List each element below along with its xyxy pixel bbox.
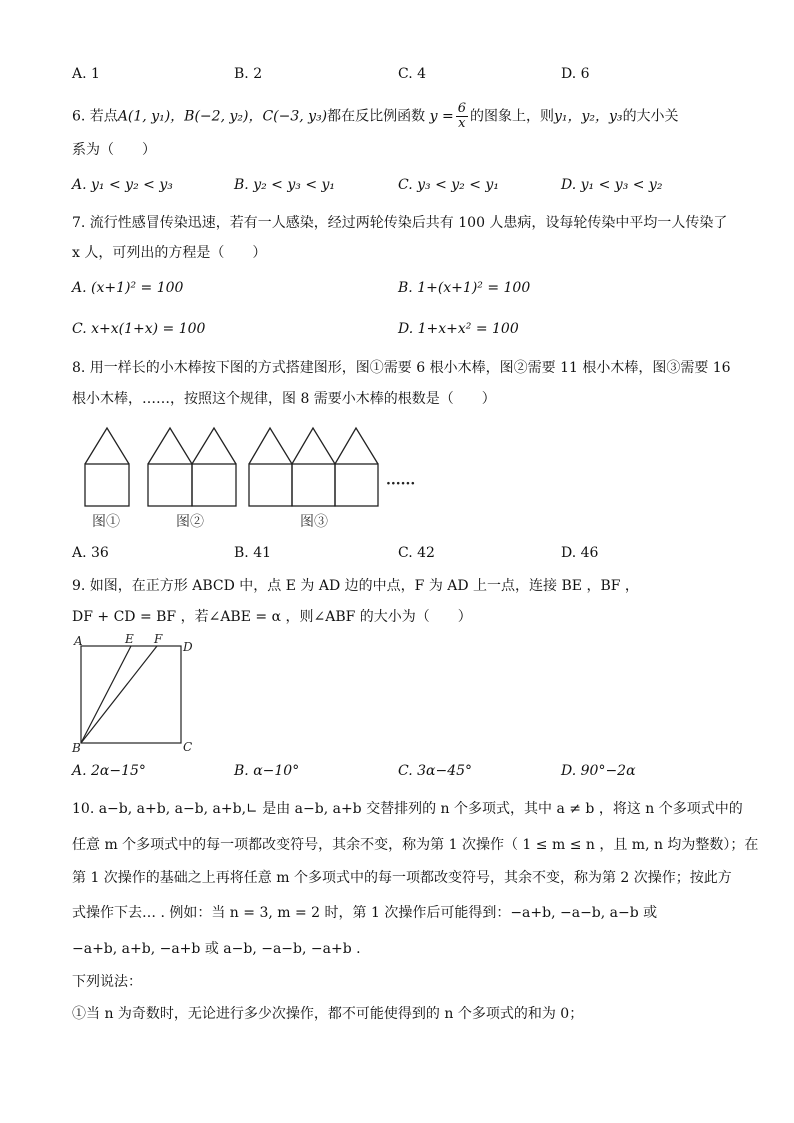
q5-option-d: D. 6 <box>561 66 590 82</box>
q9-label-f: F <box>154 632 163 646</box>
q7-option-b: B. 1+(x+1)² = 100 <box>398 280 531 296</box>
q9-label-a: A <box>74 634 83 648</box>
q6-line-1: 6. 若点A(1, y₁)，B(−2, y₂)，C(−3, y₃)都在反比例函数 y = $\frac{6}{x}$ 的图象上，则y₁，y₂，y₃的大小关 <box>72 101 679 131</box>
q9-square <box>81 646 181 743</box>
q5-option-c: C. 4 <box>398 66 427 82</box>
q10-line-6: 下列说法： <box>72 974 142 990</box>
q6-function-lhs: y = <box>429 108 454 125</box>
q10-line-4: 式操作下去… . 例如：当 n = 3, m = 2 时，第 1 次操作后可能得到：−a+b, −a−b, a−b 或 <box>72 905 658 921</box>
q10-line-1: 10. a−b, a+b, a−b, a+b,∟ 是由 a−b, a+b 交替排列的 n 个多项式，其中 a ≠ b ，将这 n 个多项式中的 <box>72 801 743 817</box>
q6-option-c: C. y₃ < y₂ < y₁ <box>398 177 499 193</box>
q6-option-d: D. y₁ < y₃ < y₂ <box>561 177 663 193</box>
q9-line-2: DF + CD = BF ，若∠ABE = α ，则∠ABF 的大小为（ ） <box>72 609 472 625</box>
q5-option-a: A. 1 <box>72 66 100 82</box>
q9-line-1: 9. 如图，在正方形 ABCD 中，点 E 为 AD 边的中点，F 为 AD 上一点，连接 BE ，BF ， <box>72 578 639 594</box>
q7-option-d: D. 1+x+x² = 100 <box>398 321 519 337</box>
q9-segment-bf <box>81 646 157 743</box>
q9-option-d: D. 90°−2α <box>561 763 636 779</box>
q9-option-a: A. 2α−15° <box>72 763 146 779</box>
q8-option-c: C. 42 <box>398 545 435 561</box>
q8-house-1 <box>85 428 129 506</box>
q8-label-2: 图② <box>176 514 204 530</box>
q8-label-3: 图③ <box>300 514 328 530</box>
q8-house-2 <box>148 428 236 506</box>
q8-line-2: 根小木棒，……，按照这个规律，图 8 需要小木棒的根数是（ ） <box>72 391 496 407</box>
q5-option-b: B. 2 <box>234 66 263 82</box>
q10-line-3: 第 1 次操作的基础之上再将任意 m 个多项式中的每一项都改变符号，其余不变，称为第 2 次操作；按此方 <box>72 870 732 886</box>
q6-fraction: $\frac{6}{x}$ <box>457 101 466 131</box>
q9-option-c: C. 3α−45° <box>398 763 473 779</box>
q8-figure <box>78 422 438 534</box>
q8-line-1: 8. 用一样长的小木棒按下图的方式搭建图形，图①需要 6 根小木棒，图②需要 11 根小木棒，图③需要 16 <box>72 360 731 376</box>
q7-line-1: 7. 流行性感冒传染迅速，若有一人感染，经过两轮传染后共有 100 人患病，设每轮传染中平均一人传染了 <box>72 215 728 231</box>
q8-option-a: A. 36 <box>72 545 109 561</box>
q8-dots: ······ <box>386 476 416 492</box>
q9-label-d: D <box>183 640 193 654</box>
q6-option-a: A. y₁ < y₂ < y₃ <box>72 177 173 193</box>
q8-house-3 <box>249 428 378 506</box>
q9-label-b: B <box>72 741 81 755</box>
q7-line-2: x 人，可列出的方程是（ ） <box>72 245 267 261</box>
q6-option-b: B. y₂ < y₃ < y₁ <box>234 177 336 193</box>
q10-statement-1: ①当 n 为奇数时，无论进行多少次操作，都不可能使得到的 n 个多项式的和为 0； <box>72 1006 584 1022</box>
q9-option-b: B. α−10° <box>234 763 300 779</box>
q7-option-a: A. (x+1)² = 100 <box>72 280 184 296</box>
q7-option-c: C. x+x(1+x) = 100 <box>72 321 206 337</box>
q9-segment-be <box>81 646 131 743</box>
q8-label-1: 图① <box>92 514 120 530</box>
q6-points: A(1, y₁)，B(−2, y₂)，C(−3, y₃) <box>117 108 328 125</box>
q9-label-e: E <box>125 632 134 646</box>
q6-line-2: 系为（ ） <box>72 142 156 158</box>
q6-vars: y₁，y₂，y₃ <box>553 108 623 125</box>
q10-line-2: 任意 m 个多项式中的每一项都改变符号，其余不变，称为第 1 次操作（ 1 ≤ m ≤ n ，且 m, n 均为整数）；在 <box>72 837 759 853</box>
q9-label-c: C <box>183 740 193 754</box>
q10-line-5: −a+b, a+b, −a+b 或 a−b, −a−b, −a+b . <box>72 941 361 957</box>
q8-option-b: B. 41 <box>234 545 272 561</box>
q8-option-d: D. 46 <box>561 545 599 561</box>
q9-square-figure <box>70 632 200 756</box>
